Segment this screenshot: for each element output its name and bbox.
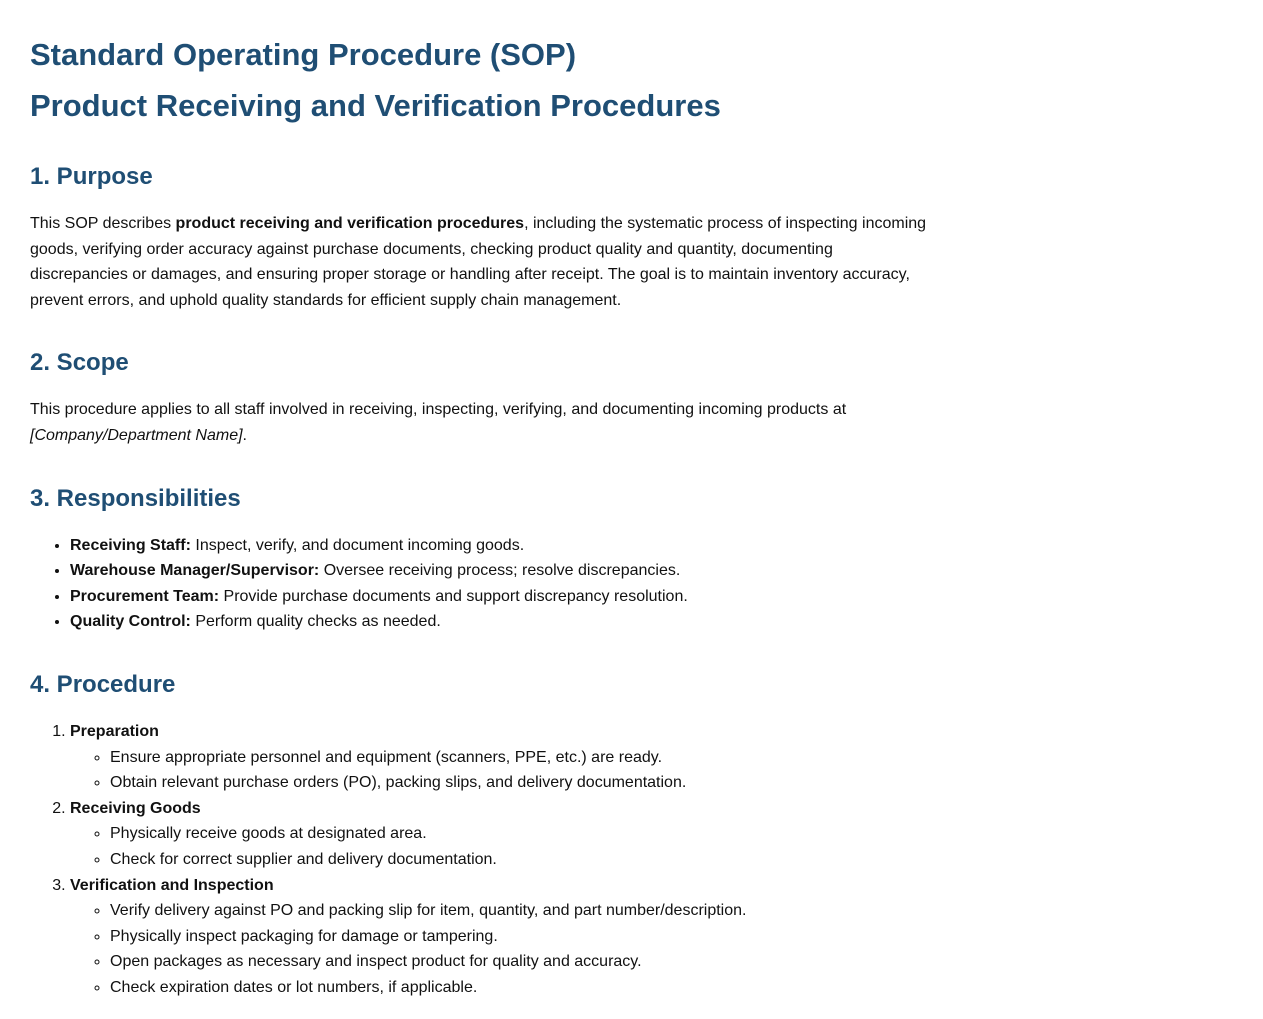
list-item: ◦ Ensure appropriate personnel and equipment (scanners, PPE, etc.) are ready.: [110, 745, 1233, 771]
list-item: ◦ Physically inspect packaging for damage or tampering.: [110, 924, 1233, 950]
procedure-step: [70, 873, 1233, 1001]
role-label: Procurement Team:: [70, 587, 220, 605]
step-title: Verification and Inspection: [70, 876, 274, 894]
step-title: Preparation: [70, 722, 159, 740]
role-label: Receiving Staff:: [70, 536, 191, 554]
list-item: [70, 609, 1233, 635]
list-item: ◦ Check expiration dates or lot numbers, if applicable.: [110, 975, 1233, 1001]
list-item: ◦ Physically receive goods at designated area.: [110, 821, 1233, 847]
section-heading-purpose: 1. Purpose: [30, 163, 153, 190]
role-description: Oversee receiving process; resolve discrepancies.: [319, 562, 681, 580]
scope-placeholder: [Company/Department Name]: [30, 426, 243, 444]
purpose-text-start: This SOP describes: [30, 215, 176, 232]
section-procedure: [30, 669, 1233, 1001]
list-item: [70, 558, 1233, 584]
document-subtitle: Product Receiving and Verification Procedures: [30, 88, 721, 123]
list-item: [70, 584, 1233, 610]
scope-text: This procedure applies to all staff involved in receiving, inspecting, verifying, and documenting incoming products at: [30, 401, 847, 419]
document-title: Standard Operating Procedure (SOP): [30, 37, 577, 72]
role-description: Inspect, verify, and document incoming goods.: [190, 536, 525, 554]
scope-text-end: .: [242, 426, 247, 444]
role-description: Provide purchase documents and support discrepancy resolution.: [219, 587, 688, 605]
purpose-text-end: , including the systematic process of inspecting incoming goods, verifying order accuracy against purchase documents, checking product quality and quantity, documenting discrepancies or damages, and ensuring proper storage or handling after receipt. The goal is to maintain inventory accuracy, prevent errors, and uphold quality standards for efficient supply chain management.: [30, 215, 927, 309]
section-purpose: [30, 161, 1233, 313]
step-substeps: [70, 821, 1233, 872]
purpose-paragraph: [30, 211, 935, 313]
section-heading-procedure: 4. Procedure: [30, 670, 176, 698]
procedure-step: [70, 796, 1233, 873]
list-item: ◦ Open packages as necessary and inspect product for quality and accuracy.: [110, 949, 1233, 975]
step-substeps: [70, 898, 1233, 1000]
step-title: Receiving Goods: [70, 799, 201, 817]
role-description: Perform quality checks as needed.: [190, 613, 441, 631]
section-heading-responsibilities: 3. Responsibilities: [30, 484, 241, 512]
purpose-text-bold: product receiving and verification procedures: [175, 215, 525, 232]
list-item: [70, 533, 1233, 559]
section-scope: [30, 347, 1233, 448]
role-label: Warehouse Manager/Supervisor:: [70, 562, 320, 580]
list-item: ◦ Obtain relevant purchase orders (PO), packing slips, and delivery documentation.: [110, 770, 1233, 796]
procedure-steps-list: [30, 719, 1233, 1001]
responsibilities-list: [30, 533, 1233, 635]
section-responsibilities: [30, 483, 1233, 635]
step-substeps: [70, 745, 1233, 796]
role-label: Quality Control:: [70, 613, 191, 631]
section-heading-scope: 2. Scope: [30, 349, 129, 377]
procedure-step: [70, 719, 1233, 796]
list-item: ◦ Verify delivery against PO and packing slip for item, quantity, and part number/description.: [110, 898, 1233, 924]
scope-paragraph: [30, 397, 860, 448]
list-item: ◦ Check for correct supplier and delivery documentation.: [110, 847, 1233, 873]
